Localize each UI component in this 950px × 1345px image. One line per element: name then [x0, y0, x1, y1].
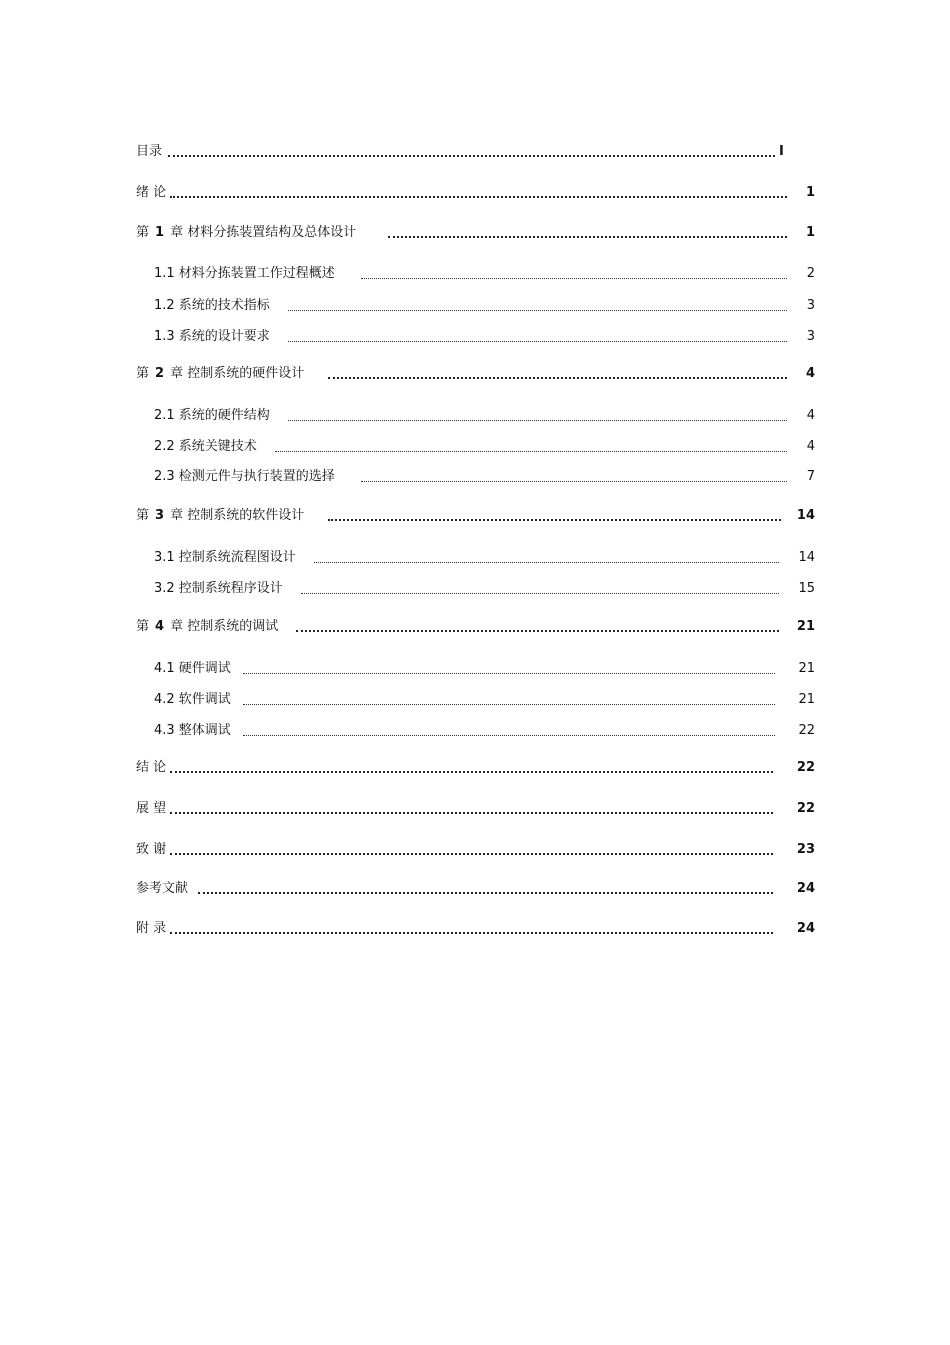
toc-leader-dots [170, 812, 773, 814]
toc-leader-dots [361, 481, 787, 482]
toc-page-number: I [779, 144, 784, 159]
toc-entry-section-3-2[interactable] [154, 581, 815, 597]
toc-page-number: 7 [806, 469, 815, 484]
toc-entry-chapter-1[interactable] [136, 225, 815, 241]
toc-entry-contents[interactable] [136, 144, 815, 160]
toc-chapter-number: 4 [155, 619, 165, 634]
toc-entry-outlook[interactable] [136, 801, 815, 817]
toc-page-number: 22 [798, 723, 815, 738]
toc-entry-title: 1.2 系统的技术指标 [154, 298, 270, 313]
toc-entry-title: 章 控制系统的硬件设计 [170, 366, 305, 381]
toc-page-number: 14 [798, 550, 815, 565]
toc-page-number: 24 [796, 881, 815, 896]
toc-page-number: 22 [796, 760, 815, 775]
toc-entry-references[interactable] [136, 881, 815, 897]
toc-chapter-number: 2 [155, 366, 165, 381]
toc-page-number: 4 [806, 408, 815, 423]
toc-entry-title: 2.2 系统关键技术 [154, 439, 257, 454]
toc-entry-chapter-4[interactable] [136, 619, 815, 635]
toc-entry-acknowledgements[interactable] [136, 842, 815, 858]
toc-leader-dots [314, 562, 779, 563]
toc-page-number: 2 [806, 266, 815, 281]
toc-entry-title: 4.2 软件调试 [154, 692, 231, 707]
toc-entry-title: 2.3 检测元件与执行装置的选择 [154, 469, 335, 484]
toc-page-number: 15 [798, 581, 815, 596]
toc-leader-dots [361, 278, 787, 279]
toc-leader-dots [288, 420, 787, 421]
toc-entry-title: 3.2 控制系统程序设计 [154, 581, 283, 596]
toc-entry-section-4-2[interactable] [154, 692, 815, 708]
toc-entry-title: 1.3 系统的设计要求 [154, 329, 270, 344]
toc-page-number: 4 [806, 439, 815, 454]
toc-entry-section-4-1[interactable] [154, 661, 815, 677]
toc-leader-dots [275, 451, 787, 452]
toc-entry-introduction[interactable] [136, 185, 815, 201]
toc-leader-dots [243, 735, 775, 736]
toc-entry-section-1-2[interactable] [154, 298, 815, 314]
toc-entry-title: 4.1 硬件调试 [154, 661, 231, 676]
toc-entry-section-1-3[interactable] [154, 329, 815, 345]
toc-entry-section-4-3[interactable] [154, 723, 815, 739]
toc-page-number: 24 [796, 921, 815, 936]
toc-entry-section-2-3[interactable] [154, 469, 815, 485]
toc-entry-section-1-1[interactable] [154, 266, 815, 282]
toc-entry-section-2-2[interactable] [154, 439, 815, 455]
toc-chapter-number: 3 [155, 508, 165, 523]
toc-entry-appendix[interactable] [136, 921, 815, 937]
toc-entry-title: 目录 [136, 144, 163, 159]
toc-entry-title: 章 材料分拣装置结构及总体设计 [170, 225, 357, 240]
toc-leader-dots [288, 341, 787, 342]
toc-leader-dots [243, 673, 775, 674]
toc-leader-dots [296, 630, 779, 632]
toc-chapter-prefix: 第 [136, 366, 150, 381]
toc-entry-section-3-1[interactable] [154, 550, 815, 566]
toc-entry-chapter-3[interactable] [136, 508, 815, 524]
toc-leader-dots [288, 310, 787, 311]
toc-entry-conclusion[interactable] [136, 760, 815, 776]
toc-leader-dots [170, 932, 773, 934]
toc-page-number: 14 [796, 508, 815, 523]
toc-entry-title: 章 控制系统的软件设计 [170, 508, 305, 523]
toc-leader-dots [328, 377, 787, 379]
toc-page-number: 21 [798, 692, 815, 707]
toc-page-number: 21 [796, 619, 815, 634]
toc-entry-title: 章 控制系统的调试 [170, 619, 279, 634]
toc-entry-title: 展 望 [136, 801, 167, 816]
toc-leader-dots [328, 519, 781, 521]
toc-page-number: 23 [796, 842, 815, 857]
toc-entry-title: 1.1 材料分拣装置工作过程概述 [154, 266, 335, 281]
toc-page-number: 1 [805, 185, 815, 200]
toc-entry-title: 附 录 [136, 921, 167, 936]
toc-page-number: 22 [796, 801, 815, 816]
toc-leader-dots [388, 236, 787, 238]
toc-entry-section-2-1[interactable] [154, 408, 815, 424]
toc-entry-title: 2.1 系统的硬件结构 [154, 408, 270, 423]
toc-chapter-prefix: 第 [136, 508, 150, 523]
toc-entry-chapter-2[interactable] [136, 366, 815, 382]
toc-entry-title: 参考文献 [136, 881, 189, 896]
toc-leader-dots [170, 196, 787, 198]
toc-entry-title: 结 论 [136, 760, 167, 775]
toc-page-number: 4 [805, 366, 815, 381]
toc-leader-dots [243, 704, 775, 705]
toc-page-number: 3 [806, 329, 815, 344]
toc-chapter-number: 1 [155, 225, 165, 240]
toc-entry-title: 致 谢 [136, 842, 167, 857]
toc-leader-dots [170, 853, 773, 855]
toc-leader-dots [301, 593, 779, 594]
toc-page-number: 1 [805, 225, 815, 240]
toc-leader-dots [198, 892, 773, 894]
toc-chapter-prefix: 第 [136, 619, 150, 634]
toc-page-number: 21 [798, 661, 815, 676]
toc-entry-title: 绪 论 [136, 185, 167, 200]
toc-leader-dots [168, 155, 775, 157]
toc-entry-title: 3.1 控制系统流程图设计 [154, 550, 296, 565]
toc-chapter-prefix: 第 [136, 225, 150, 240]
toc-entry-title: 4.3 整体调试 [154, 723, 231, 738]
toc-leader-dots [170, 771, 773, 773]
toc-page-number: 3 [806, 298, 815, 313]
